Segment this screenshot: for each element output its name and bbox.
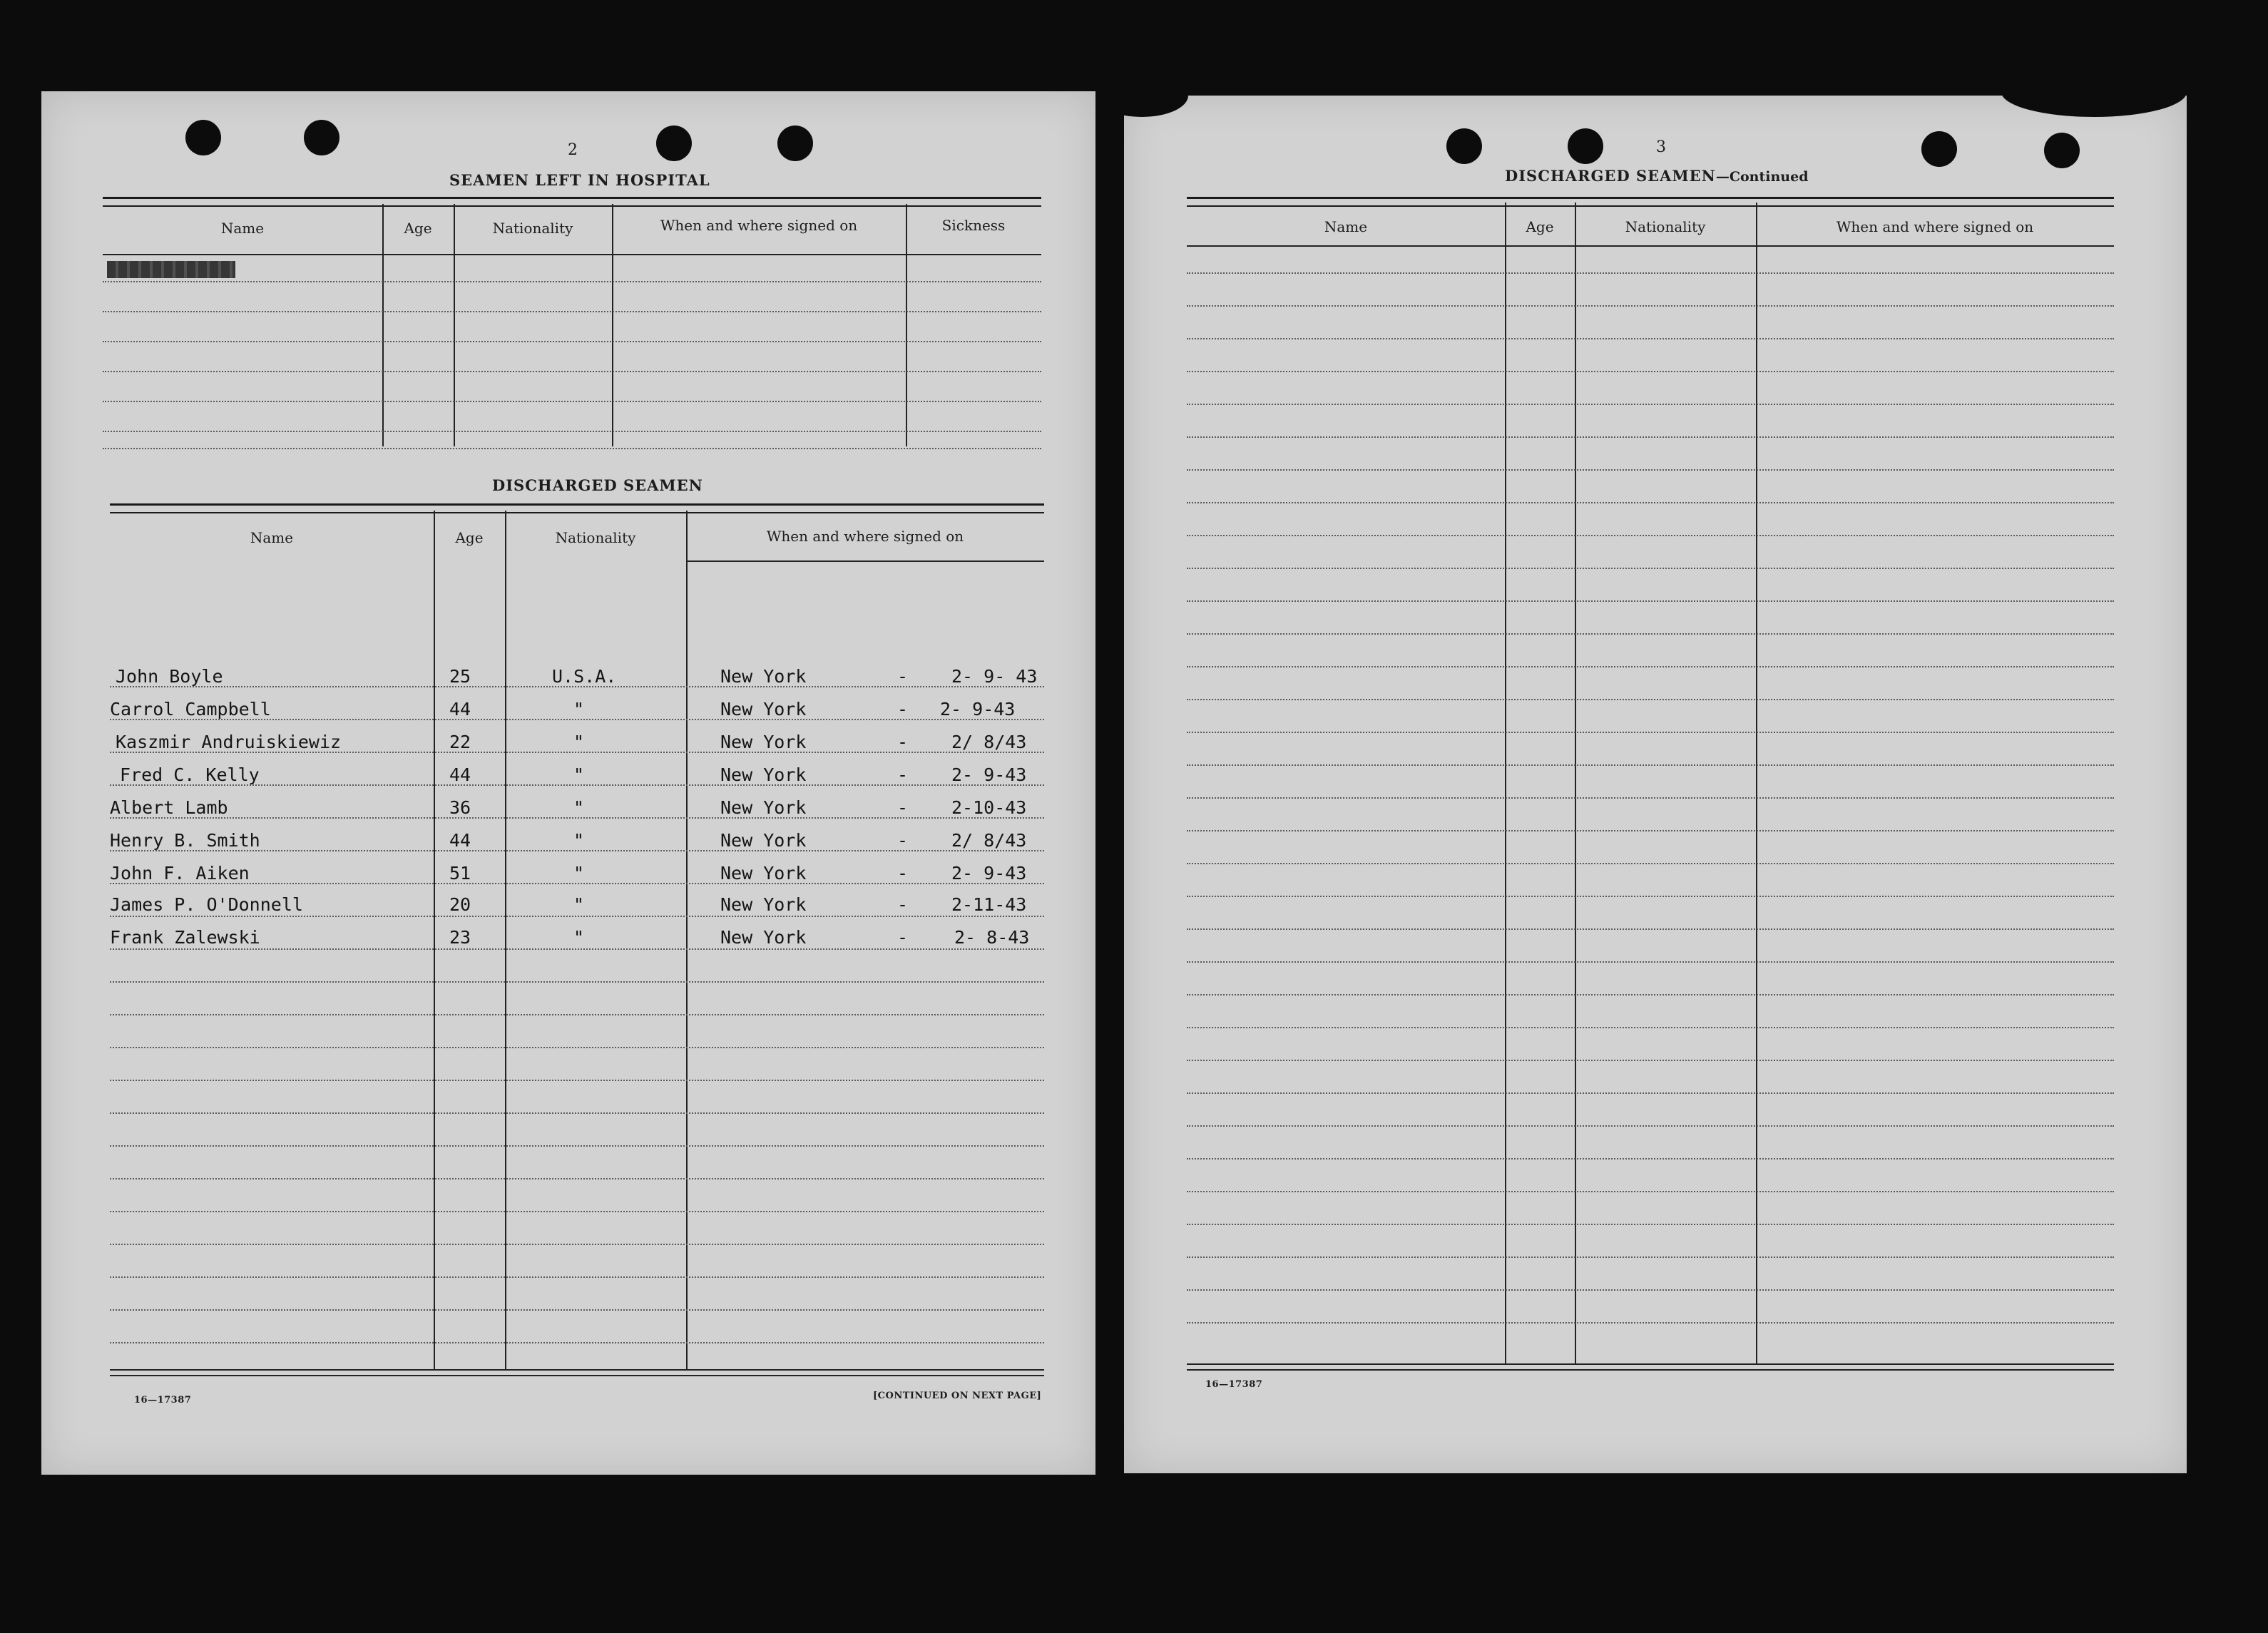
signed-on-place: New York [720,894,807,915]
column-divider [434,511,435,1371]
seaman-age: 25 [449,666,471,687]
ruled-line [1187,732,2114,733]
seaman-nationality: " [573,830,585,851]
seaman-name: Carrol Campbell [110,699,271,720]
ruled-line [110,1145,1044,1147]
ruled-line [1187,1125,2114,1127]
ruled-line [1187,1027,2114,1028]
column-divider [505,511,506,1371]
ruled-line [1187,1224,2114,1225]
seaman-name: Kaszmir Andruiskiewiz [116,732,342,752]
signed-on-date: 2/ 8/43 [951,830,1027,851]
column-header-nationality: Nationality [555,529,636,546]
ruled-line [1187,535,2114,536]
title-main: DISCHARGED SEAMEN [1505,167,1716,185]
column-header-age: Age [404,220,432,237]
ruled-line [1187,469,2114,471]
seaman-nationality: " [573,797,585,818]
ruled-line [1187,1060,2114,1061]
table-bottom-rule [110,1369,1044,1376]
signed-on-dash: - [897,863,909,884]
ruled-line [103,281,1041,282]
ruled-line [110,916,1044,917]
column-divider [454,204,455,446]
ruled-line [110,1342,1044,1343]
signed-on-dash: - [897,797,909,818]
ruled-line [1187,928,2114,930]
right-page [1124,96,2187,1473]
page-tear [1095,74,1188,117]
seaman-nationality: " [573,764,585,785]
ruled-line [1187,568,2114,569]
column-divider [686,511,688,1371]
ruled-line [1187,404,2114,405]
form-number: 16—17387 [134,1395,192,1406]
discharged-continued-title [1505,167,1809,185]
signed-on-dash: - [897,894,909,915]
column-divider [382,204,384,446]
ruled-line [1187,1092,2114,1094]
seaman-age: 51 [449,863,471,884]
signed-on-place: New York [720,863,807,884]
table-top-rule [110,503,1044,513]
column-header-signed-on: When and where signed on [766,528,964,545]
ruled-line [1187,371,2114,372]
binder-hole [1446,128,1482,164]
ruled-line [1187,1191,2114,1192]
seaman-name: Fred C. Kelly [120,764,260,785]
ruled-line [110,948,1044,950]
column-header-age: Age [1526,218,1554,235]
ruled-line [110,1276,1044,1278]
column-header-nationality: Nationality [492,220,573,237]
seaman-age: 22 [449,732,471,752]
ruled-line [1187,863,2114,864]
column-divider [612,204,613,446]
header-underline [103,254,1041,255]
signed-on-date: 2- 9-43 [951,764,1027,785]
binder-hole [777,126,813,161]
signed-on-dash: - [897,666,909,687]
column-header-nationality: Nationality [1625,218,1706,235]
signed-on-dash: - [897,927,909,948]
table-top-rule [103,197,1041,207]
header-underline [686,560,1044,562]
seaman-name: Albert Lamb [110,797,228,818]
signed-on-place: New York [720,797,807,818]
ruled-line [1187,896,2114,897]
page-tear [2001,67,2187,117]
ruled-line [1187,1322,2114,1324]
ruled-line [103,371,1041,372]
ruled-line [103,401,1041,402]
struck-out-entry [107,261,235,278]
column-header-signed-on: When and where signed on [1836,218,2034,235]
seaman-name: Frank Zalewski [110,927,260,948]
ruled-line [110,981,1044,983]
signed-on-place: New York [720,666,807,687]
signed-on-date: 2- 9-43 [951,863,1027,884]
seaman-nationality: " [573,894,585,915]
column-header-signed-on: When and where signed on [660,217,858,234]
ruled-line [103,341,1041,342]
seaman-age: 44 [449,764,471,785]
column-header-age: Age [455,529,484,546]
signed-on-dash: - [897,732,909,752]
ruled-line [1187,961,2114,963]
seaman-name: John F. Aiken [110,863,250,884]
seaman-age: 44 [449,699,471,720]
ruled-line [1187,600,2114,602]
signed-on-date: 2-10-43 [951,797,1027,818]
ruled-line [110,1178,1044,1179]
hospital-section-title: SEAMEN LEFT IN HOSPITAL [449,171,710,189]
column-header-name: Name [1324,218,1368,235]
ruled-line [1187,699,2114,700]
signed-on-place: New York [720,830,807,851]
seaman-age: 20 [449,894,471,915]
column-header-name: Name [220,220,265,237]
binder-hole [2044,133,2080,168]
form-number: 16—17387 [1205,1379,1263,1390]
table-bottom-rule [1187,1363,2114,1371]
seaman-nationality: " [573,927,585,948]
ruled-line [1187,797,2114,799]
ruled-line [1187,338,2114,339]
ruled-line [110,1080,1044,1081]
column-divider [906,204,907,446]
binder-hole [656,126,692,161]
header-underline [1187,245,2114,247]
ruled-line [1187,305,2114,307]
ruled-line [110,1309,1044,1311]
discharged-section-title: DISCHARGED SEAMEN [492,476,703,494]
binder-hole [185,120,221,155]
ruled-line [1187,830,2114,831]
ruled-line [1187,1256,2114,1258]
seaman-age: 36 [449,797,471,818]
ruled-line [1187,1289,2114,1291]
signed-on-dash: - [897,699,909,720]
left-page [41,91,1095,1475]
ruled-line [1187,436,2114,438]
signed-on-place: New York [720,732,807,752]
signed-on-place: New York [720,927,807,948]
binder-hole [304,120,339,155]
binder-hole [1568,128,1603,164]
ruled-line [110,1244,1044,1245]
discharged-continued-table [1187,197,2114,1473]
table-top-rule [1187,197,2114,207]
signed-on-dash: - [897,830,909,851]
title-continued: —Continued [1715,169,1809,185]
ruled-line [110,1014,1044,1015]
seaman-age: 23 [449,927,471,948]
ruled-line [103,311,1041,312]
signed-on-date: 2/ 8/43 [951,732,1027,752]
binder-hole [1921,131,1957,167]
column-header-name: Name [250,529,294,546]
ruled-line [1187,1158,2114,1160]
ruled-line [1187,666,2114,667]
seaman-name: James P. O'Donnell [110,894,303,915]
ruled-line [1187,994,2114,995]
seaman-name: John Boyle [116,666,223,687]
ruled-line [1187,764,2114,766]
discharged-table [110,503,1044,1378]
signed-on-date: 2- 9-43 [940,699,1016,720]
seaman-age: 44 [449,830,471,851]
ruled-line [1187,633,2114,635]
ruled-line [110,1211,1044,1212]
signed-on-place: New York [720,764,807,785]
seaman-nationality: " [573,699,585,720]
ruled-line [1187,502,2114,503]
ruled-line [110,1112,1044,1114]
signed-on-date: 2-11-43 [951,894,1027,915]
seaman-nationality: U.S.A. [552,666,617,687]
seaman-nationality: " [573,863,585,884]
signed-on-dash: - [897,764,909,785]
column-header-sickness: Sickness [941,217,1006,234]
continued-note: [CONTINUED ON NEXT PAGE] [873,1391,1042,1401]
signed-on-date: 2- 8-43 [954,927,1030,948]
page-number: 3 [1656,138,1666,156]
seaman-nationality: " [573,732,585,752]
page-number: 2 [568,141,578,159]
signed-on-place: New York [720,699,807,720]
ruled-line [103,431,1041,432]
ruled-line [103,448,1041,449]
signed-on-date: 2- 9- 43 [951,666,1038,687]
seaman-name: Henry B. Smith [110,830,260,851]
ruled-line [1187,272,2114,274]
ruled-line [110,1047,1044,1048]
